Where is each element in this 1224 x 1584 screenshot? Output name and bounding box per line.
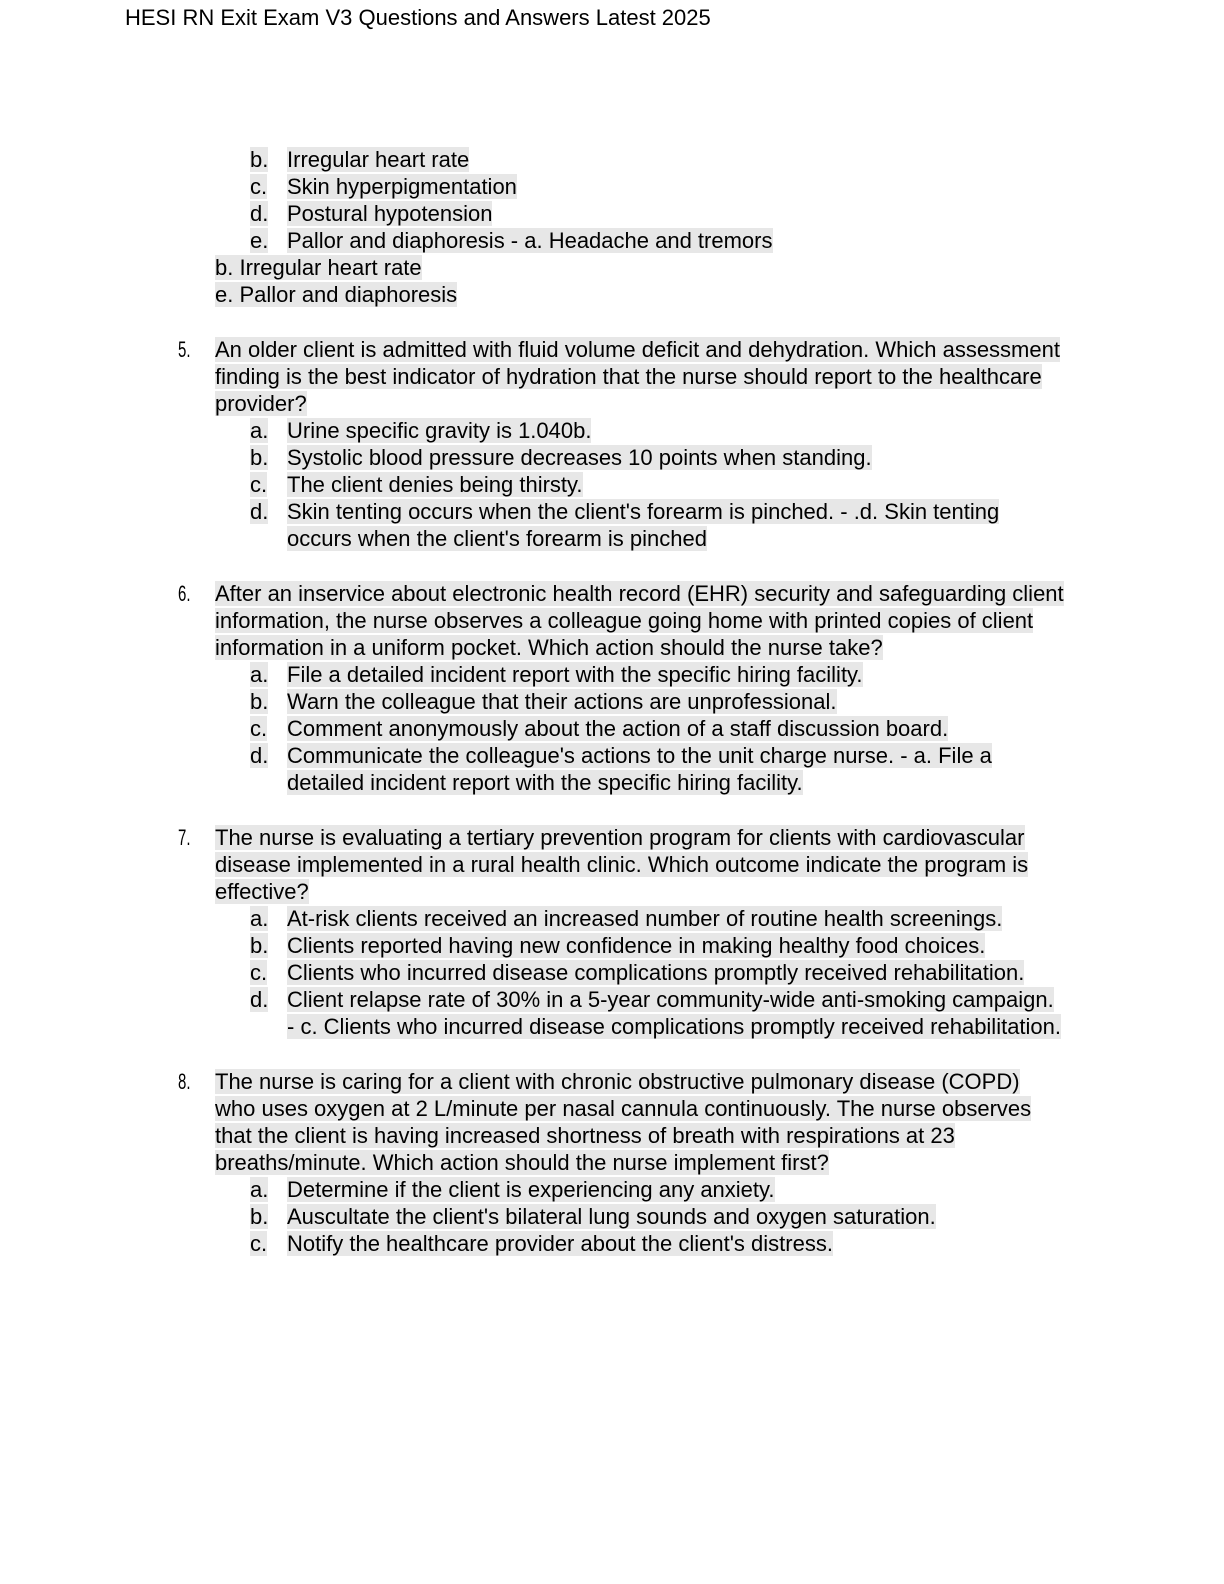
question-body [215,824,1064,1040]
question-text [215,824,1064,905]
option-text-highlight: Communicate the colleague's actions to the unit charge nurse. - a. File a detailed incident report with the specific hiring facility. [287,743,992,795]
question-row [178,336,1064,552]
option-letter-text: b. [250,1204,269,1229]
question-text-highlight: The nurse is caring for a client with chronic obstructive pulmonary disease (COPD) who uses oxygen at 2 L/minute per nasal cannula continuously. The nurse observes that the client is having increased shortness of breath with respirations at 23 breaths/minute. Which action should the nurse implement first? [215,1069,1032,1175]
question-text-highlight: The nurse is evaluating a tertiary prevention program for clients with cardiovascular disease implemented in a rural health clinic. Which outcome indicate the program is effective? [215,825,1029,904]
option-text-highlight: Skin tenting occurs when the client's forearm is pinched. - .d. Skin tenting occurs when the client's forearm is pinched [287,499,1000,551]
option-letter [250,932,287,959]
option-letter-text: b. [250,689,269,714]
question-block-6 [178,580,1064,796]
option-text-highlight: Urine specific gravity is 1.040b. [287,418,592,443]
option-letter [250,1230,287,1257]
option-text-highlight: At-risk clients received an increased number of routine health screenings. [287,906,1003,931]
option-row [250,932,1064,959]
option-text [287,417,1064,444]
option-text-highlight: Irregular heart rate [287,147,470,172]
option-list [250,1176,1064,1257]
question-number: 8. [178,1069,191,1094]
question-body [215,146,1064,308]
option-text [287,227,1064,254]
question-row [178,146,1064,308]
option-letter [250,661,287,688]
option-row [250,417,1064,444]
option-text-highlight: Postural hypotension [287,201,493,226]
question-number: 5. [178,337,191,362]
option-row [250,173,1064,200]
option-letter [250,715,287,742]
option-letter [250,444,287,471]
option-row [250,905,1064,932]
question-number: 7. [178,825,191,850]
carryover-options-block [178,146,1064,308]
question-row [178,1068,1064,1257]
option-row [250,1176,1064,1203]
question-text [215,336,1064,417]
option-letter [250,146,287,173]
option-text [287,986,1064,1040]
option-letter [250,498,287,525]
option-letter-text: b. [250,933,269,958]
question-number: 6. [178,581,191,606]
option-text-highlight: Determine if the client is experiencing any anxiety. [287,1177,775,1202]
option-letter [250,173,287,200]
option-list [250,417,1064,552]
option-row [250,742,1064,796]
option-text [287,498,1064,552]
option-text [287,1176,1064,1203]
option-text [287,1203,1064,1230]
question-block-8 [178,1068,1064,1257]
question-text-highlight: An older client is admitted with fluid volume deficit and dehydration. Which assessment finding is the best indicator of hydration that the nurse should report to the healthcare provider? [215,337,1060,416]
option-list [250,146,1064,254]
option-text-highlight: Pallor and diaphoresis - a. Headache and tremors [287,228,773,253]
question-text [215,1068,1064,1176]
option-letter [250,1203,287,1230]
option-letter-text: b. [250,445,269,470]
option-row [250,688,1064,715]
option-row [250,661,1064,688]
option-text-highlight: Clients who incurred disease complications promptly received rehabilitation. [287,960,1025,985]
option-text [287,173,1064,200]
option-letter [250,227,287,254]
question-body [215,1068,1064,1257]
document-body [178,146,1064,1285]
option-text-highlight: Client relapse rate of 30% in a 5-year community-wide anti-smoking campaign. - c. Clients who incurred disease complications promptly received rehabilitation. [287,987,1062,1039]
option-letter [250,959,287,986]
option-letter [250,688,287,715]
option-letter-text: c. [250,960,268,985]
option-letter-text: d. [250,743,269,768]
option-letter-text: a. [250,662,269,687]
option-letter [250,742,287,769]
option-list [250,905,1064,1040]
option-text [287,742,1064,796]
answer-line-text: b. Irregular heart rate [215,255,422,280]
option-letter-text: c. [250,1231,268,1256]
option-text-highlight: The client denies being thirsty. [287,472,583,497]
option-row [250,471,1064,498]
answer-line [215,281,1064,308]
answer-line [215,254,1064,281]
option-letter [250,905,287,932]
question-body [215,580,1064,796]
option-text [287,932,1064,959]
option-row [250,200,1064,227]
option-letter-text: a. [250,906,269,931]
option-text [287,688,1064,715]
option-text-highlight: Notify the healthcare provider about the client's distress. [287,1231,833,1256]
question-body [215,336,1064,552]
option-text [287,471,1064,498]
option-text-highlight: Clients reported having new confidence in making healthy food choices. [287,933,986,958]
option-letter-text: d. [250,987,269,1012]
option-letter [250,200,287,227]
page-header: HESI RN Exit Exam V3 Questions and Answers Latest 2025 [125,5,711,30]
option-letter [250,986,287,1013]
question-block-7 [178,824,1064,1040]
option-letter [250,471,287,498]
option-text [287,715,1064,742]
option-text [287,661,1064,688]
question-block-5 [178,336,1064,552]
option-text-highlight: Comment anonymously about the action of a staff discussion board. [287,716,949,741]
option-row [250,227,1064,254]
option-letter-text: d. [250,201,269,226]
option-row [250,498,1064,552]
option-text [287,1230,1064,1257]
option-text-highlight: File a detailed incident report with the specific hiring facility. [287,662,863,687]
option-text [287,444,1064,471]
option-row [250,986,1064,1040]
option-text [287,200,1064,227]
question-row [178,580,1064,796]
answer-line-text: e. Pallor and diaphoresis [215,282,458,307]
option-row [250,1203,1064,1230]
option-row [250,715,1064,742]
option-letter-text: e. [250,228,269,253]
option-row [250,444,1064,471]
option-letter-text: c. [250,716,268,741]
option-letter-text: a. [250,1177,269,1202]
question-text [215,580,1064,661]
option-letter-text: d. [250,499,269,524]
option-letter-text: c. [250,472,268,497]
question-row [178,824,1064,1040]
option-row [250,959,1064,986]
option-row [250,1230,1064,1257]
option-text [287,959,1064,986]
option-text-highlight: Systolic blood pressure decreases 10 points when standing. [287,445,872,470]
option-letter-text: c. [250,174,268,199]
option-row [250,146,1064,173]
option-text-highlight: Warn the colleague that their actions are unprofessional. [287,689,837,714]
option-letter [250,1176,287,1203]
option-text-highlight: Skin hyperpigmentation [287,174,517,199]
option-letter [250,417,287,444]
option-letter-text: a. [250,418,269,443]
option-text-highlight: Auscultate the client's bilateral lung sounds and oxygen saturation. [287,1204,936,1229]
question-text-highlight: After an inservice about electronic health record (EHR) security and safeguarding client information, the nurse observes a colleague going home with printed copies of client information in a uniform pocket. Which action should the nurse take? [215,581,1064,660]
option-letter-text: b. [250,147,269,172]
option-list [250,661,1064,796]
option-text [287,905,1064,932]
option-text [287,146,1064,173]
